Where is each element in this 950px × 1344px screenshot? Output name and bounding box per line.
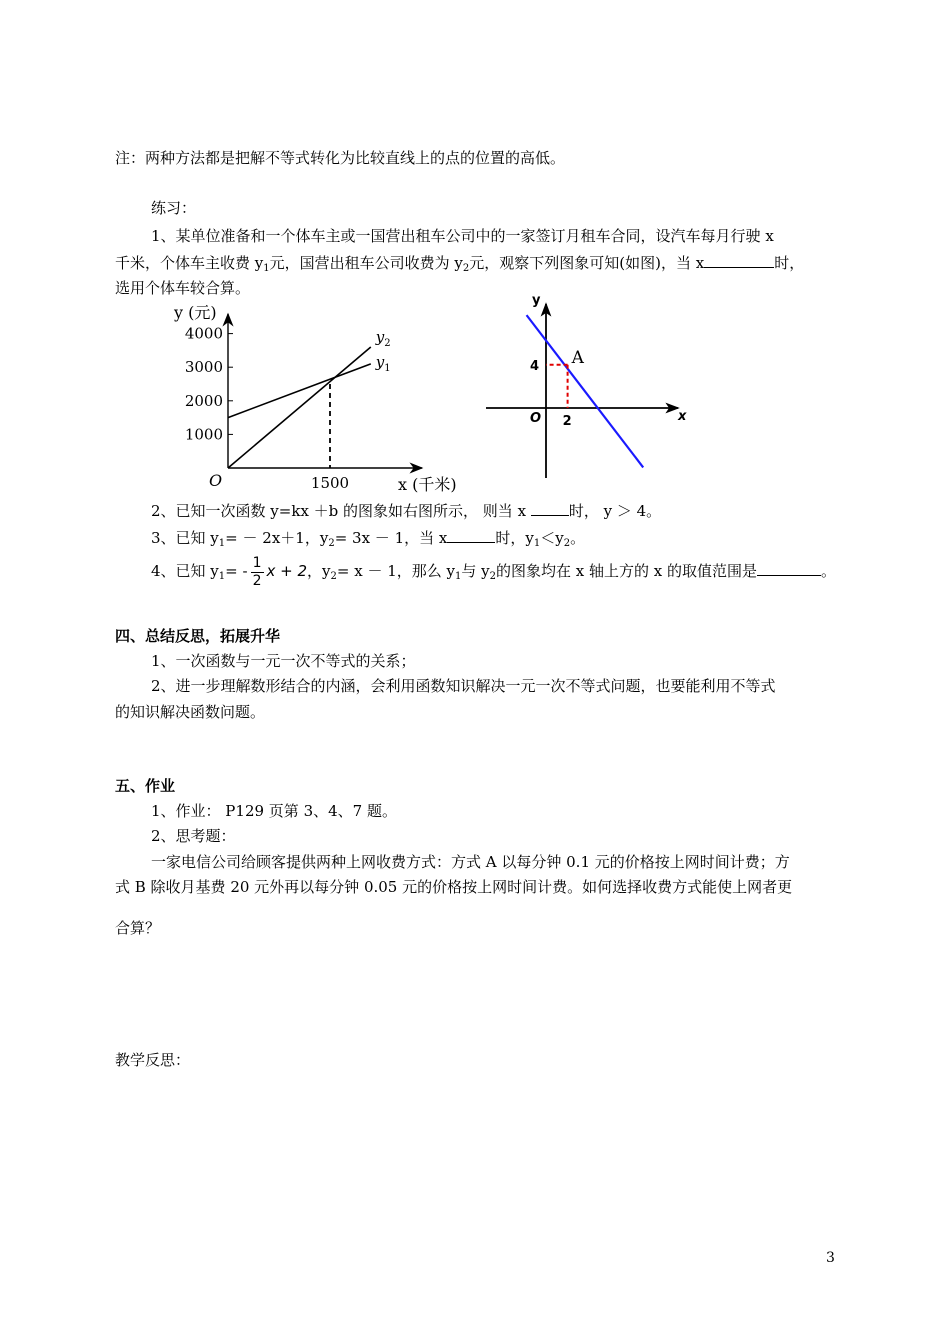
q1-line3: 选用个体车较合算。 [115, 279, 251, 297]
q4-text: 4、已知 $y_1=$ - $\frac{1}{2}$ x + 2，$y_2= x - 1$，那么 $y_1$与 $y_2$的图象均在 x 轴上方的 x 的取值范围是 。 [151, 554, 837, 589]
series-label: $y_2$ [375, 328, 391, 350]
section5-para-line1: 一家电信公司给顾客提供两种上网收费方式：方式 A 以每分钟 0.1 元的价格按上网时间计费；方 [151, 853, 790, 871]
section4-item2-line1: 2、进一步理解数形结合的内涵，会利用函数知识解决一元一次不等式问题，也要能利用不等式 [151, 677, 776, 695]
q2-answer-blank[interactable] [531, 500, 569, 516]
q4-answer-blank[interactable] [757, 560, 821, 576]
section5-para-line3: 合算？ [115, 919, 161, 937]
series-label: $y_1$ [375, 352, 391, 374]
section4-title: 四、总结反思，拓展升华 [115, 627, 281, 645]
q1-answer-blank[interactable] [704, 252, 774, 268]
y-tick-label: 2000 [184, 391, 223, 410]
q3-text: 3、已知 $y_1= - 2x+1$，$y_2= 3x - 1$，当 x 时，$y_1<y_2$。 [151, 529, 586, 549]
q3-answer-blank[interactable] [447, 527, 495, 543]
section5-para-line2: 式 B 除收月基费 20 元外再以每分钟 0.05 元的价格按上网时间计费。如何选择收费方式能使上网者更 [115, 878, 793, 896]
section4-item2-line2: 的知识解决函数问题。 [115, 703, 266, 721]
origin-label: O [209, 471, 223, 490]
series-line-y2 [228, 347, 371, 468]
note-text: 注：两种方法都是把解不等式转化为比较直线上的点的位置的高低。 [115, 149, 566, 167]
point-label: A [571, 347, 584, 368]
teaching-reflection-label: 教学反思： [115, 1051, 191, 1069]
x-tick-label: 2 [562, 414, 572, 429]
fraction-one-half: $\frac{1}{2}$ [252, 554, 262, 589]
y-tick-label: 4000 [184, 324, 223, 343]
q1-line1: 1、某单位准备和一个体车主或一国营出租车公司中的一家签订月租车合同，设汽车每月行驶 x [151, 227, 774, 245]
section5-item1: 1、作业： P129 页第 3、4、7 题。 [151, 802, 397, 820]
function-line [527, 315, 644, 467]
section5-item2: 2、思考题： [151, 827, 236, 845]
linear-function-chart [478, 290, 698, 490]
origin-label: O [530, 411, 542, 426]
section4-item1: 1、一次函数与一元一次不等式的关系； [151, 652, 416, 670]
series-line-y1 [228, 364, 371, 418]
y-axis-label: y (元) [174, 303, 217, 322]
page-number: 3 [826, 1250, 835, 1266]
x-axis-label: x [678, 409, 687, 424]
y-tick-label: 4 [530, 358, 540, 374]
q2-text: 2、已知一次函数 y=kx ＋b 的图象如右图所示， 则当 x 时， y ＞ 4。 [151, 502, 662, 520]
x-axis-label: x (千米) [398, 475, 457, 494]
y-tick-label: 3000 [184, 358, 223, 377]
y-tick-label: 1000 [184, 425, 223, 444]
section5-title: 五、作业 [115, 777, 176, 795]
cost-comparison-chart [160, 300, 480, 500]
q1-line2: 千米，个体车主收费 $y_1$元，国营出租车公司收费为 $y_2$元，观察下列图象可知(如图)，当 x 时， [115, 254, 805, 274]
practice-heading: 练习： [151, 199, 197, 217]
y-axis-label: y [532, 293, 541, 308]
x-tick-label: 1500 [310, 474, 350, 492]
